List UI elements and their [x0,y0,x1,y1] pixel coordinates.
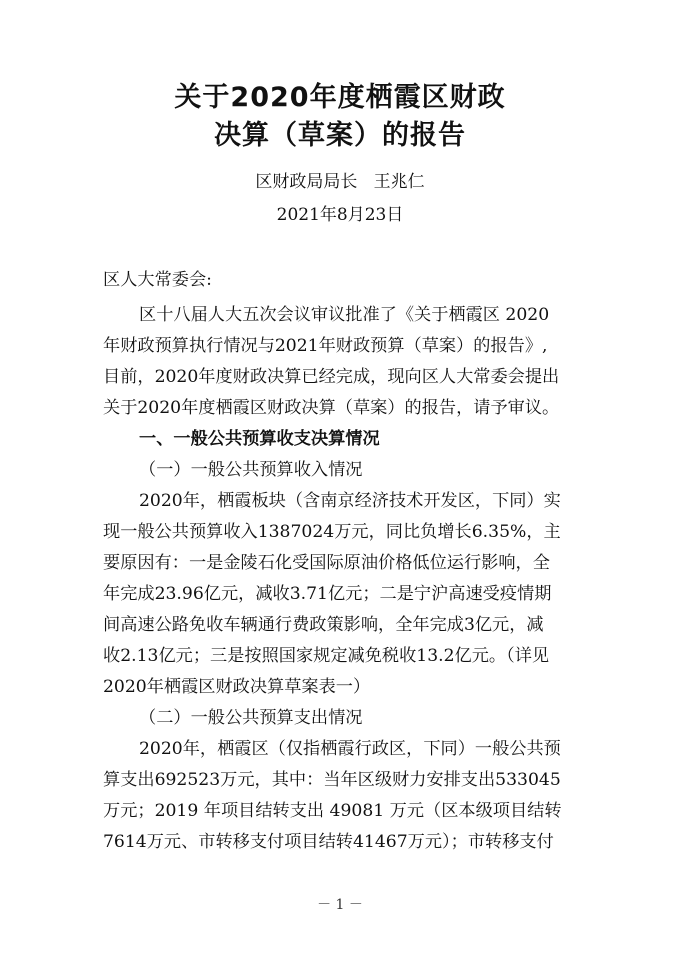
subsection-heading: （二）一般公共预算支出情况 [139,708,363,728]
paragraph-1-line: 关于2020年度栖霞区财政决算（草案）的报告，请予审议。 [103,398,560,418]
paragraph-1-line: 目前，2020年度财政决算已经完成，现向区人大常委会提出 [103,367,560,387]
paragraph-3-line: 7614万元、市转移支付项目结转41467万元）；市转移支付 [103,832,554,852]
report-title-line-1: 关于2020年度栖霞区财政 [174,82,506,113]
section-heading: 一、一般公共预算收支决算情况 [139,429,380,449]
author-line: 区财政局局长 王兆仁 [255,172,425,192]
report-title-line-2: 决算（草案）的报告 [214,120,466,151]
paragraph-2-line: 2020年栖霞区财政决算草案表一） [103,677,371,697]
paragraph-2-line: 间高速公路免收车辆通行费政策影响，全年完成3亿元，减 [103,615,544,635]
paragraph-3-line: 2020年，栖霞区（仅指栖霞行政区，下同）一般公共预 [139,739,561,759]
paragraph-2-line: 年完成23.96亿元，减收3.71亿元；二是宁沪高速受疫情期 [103,584,552,604]
paragraph-3-line: 万元；2019 年项目结转支出 49081 万元（区本级项目结转 [103,801,562,821]
report-date: 2021年8月23日 [276,205,404,225]
paragraph-2-line: 2020年，栖霞板块（含南京经济技术开发区，下同）实 [139,491,561,511]
paragraph-2-line: 现一般公共预算收入1387024万元，同比负增长6.35%，主 [103,522,561,542]
paragraph-2-line: 收2.13亿元；三是按照国家规定减免税收13.2亿元。（详见 [103,646,550,666]
paragraph-1-line: 年财政预算执行情况与2021年财政预算（草案）的报告》, [103,336,548,356]
page-number: － 1 － [317,897,363,913]
salutation: 区人大常委会: [103,270,212,290]
subsection-heading: （一）一般公共预算收入情况 [139,460,363,480]
paragraph-1-line: 区十八届人大五次会议审议批准了《关于栖霞区 2020 [139,305,550,325]
paragraph-3-line: 算支出692523万元，其中：当年区级财力安排支出533045 [103,770,561,790]
paragraph-2-line: 要原因有：一是金陵石化受国际原油价格低位运行影响，全 [103,553,550,573]
